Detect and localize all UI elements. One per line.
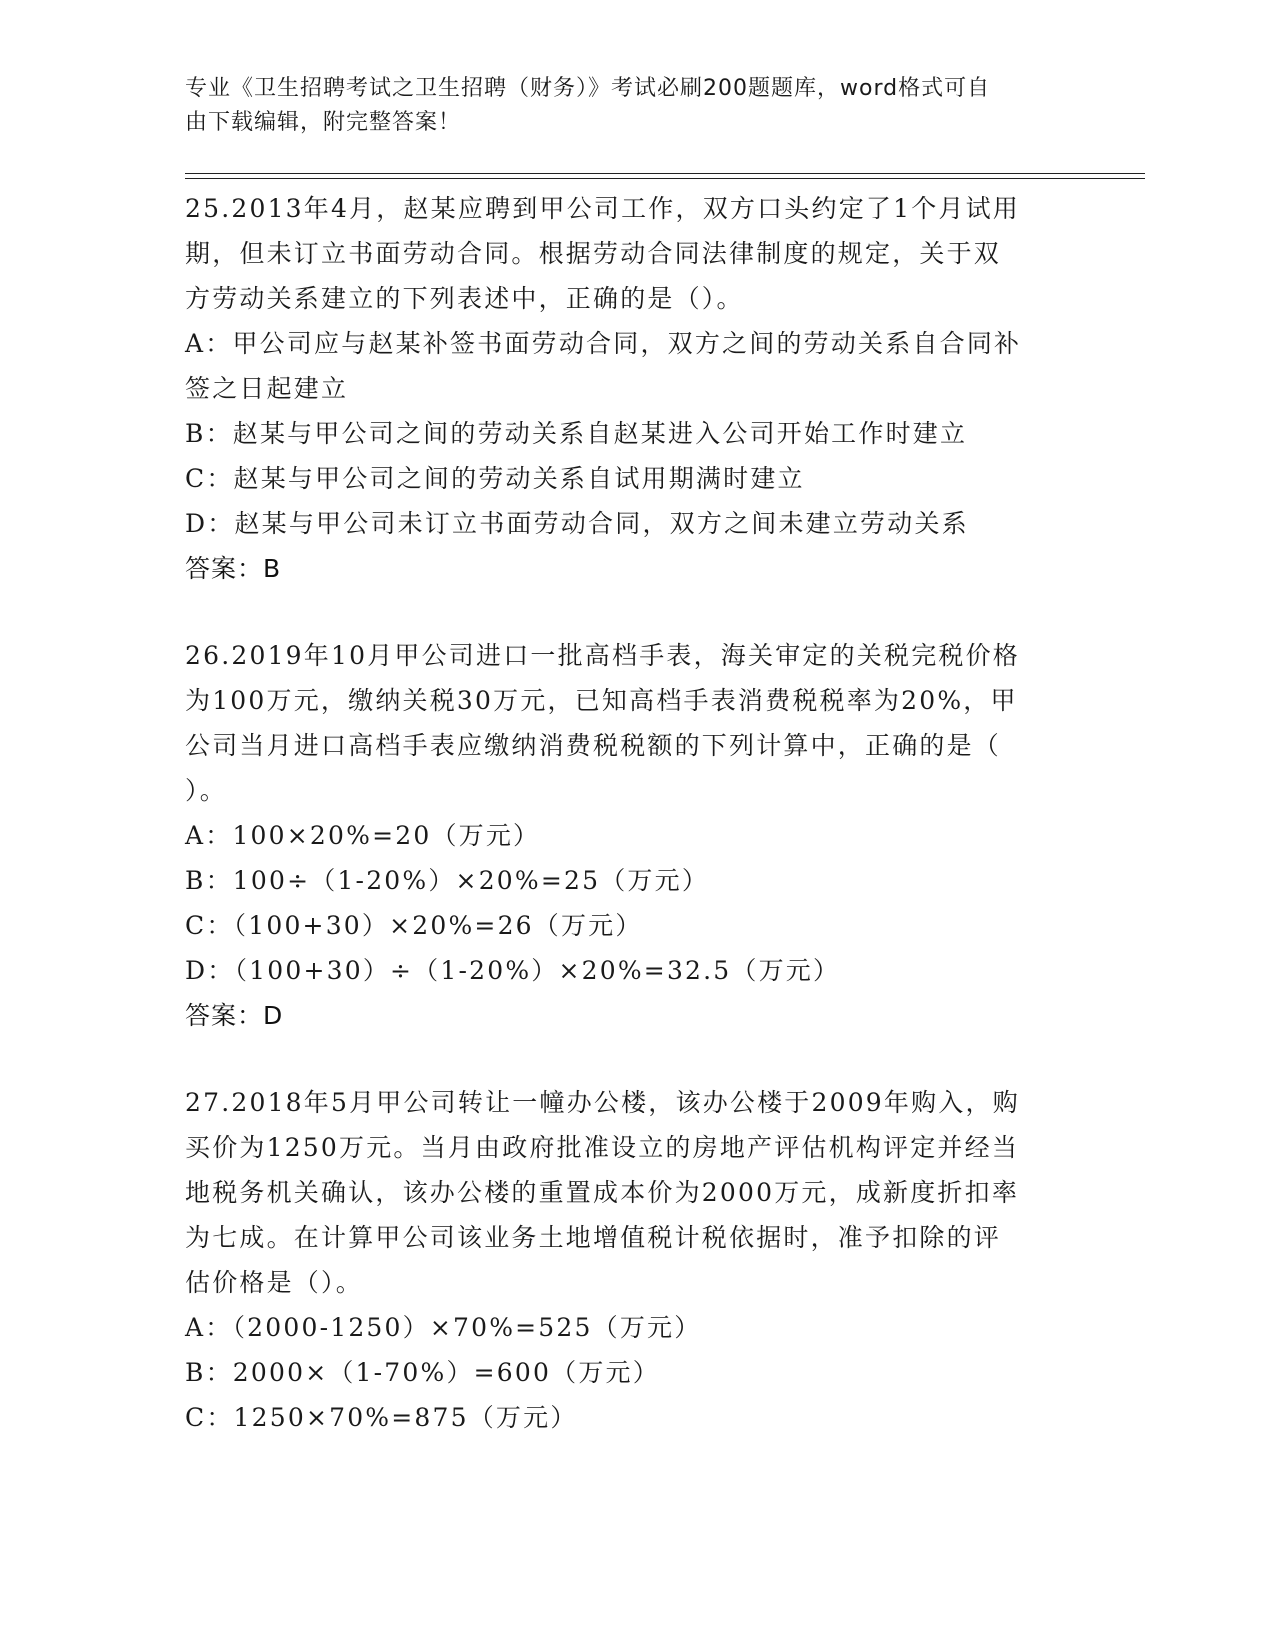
header-divider (185, 173, 1145, 179)
question-stem-line: 为100万元，缴纳关税30万元，已知高档手表消费税税率为20%，甲 (185, 686, 1018, 715)
option-b: B：2000×（1-70%）=600（万元） (185, 1358, 660, 1387)
option-b: B：100÷（1-20%）×20%=25（万元） (185, 866, 710, 895)
option-c: C：赵某与甲公司之间的劳动关系自试用期满时建立 (185, 464, 805, 493)
question-list (185, 186, 1085, 1482)
question-stem-line: 期，但未订立书面劳动合同。根据劳动合同法律制度的规定，关于双 (185, 239, 1002, 268)
question-stem-line: 估价格是（）。 (185, 1268, 363, 1297)
option-c: C：（100+30）×20%=26（万元） (185, 911, 643, 940)
answer: 答案：D (185, 1001, 284, 1030)
option-d: D：赵某与甲公司未订立书面劳动合同，双方之间未建立劳动关系 (185, 509, 969, 538)
question-26 (185, 633, 1085, 1038)
question-25 (185, 186, 1085, 591)
question-stem-line: 地税务机关确认，该办公楼的重置成本价为2000万元，成新度折扣率 (185, 1178, 1020, 1207)
question-stem-line: 公司当月进口高档手表应缴纳消费税税额的下列计算中，正确的是（ (185, 731, 1002, 760)
answer: 答案：B (185, 554, 282, 583)
question-stem-line: 25.2013年4月，赵某应聘到甲公司工作，双方口头约定了1个月试用 (185, 194, 1020, 223)
header-line-1: 专业《卫生招聘考试之卫生招聘（财务）》考试必刷200题题库，word格式可自 (185, 76, 991, 101)
option-a-continued: 签之日起建立 (185, 374, 349, 403)
question-stem-line: 买价为1250万元。当月由政府批准设立的房地产评估机构评定并经当 (185, 1133, 1020, 1162)
option-a: A：甲公司应与赵某补签书面劳动合同，双方之间的劳动关系自合同补 (185, 329, 1022, 358)
question-stem-line: 26.2019年10月甲公司进口一批高档手表，海关审定的关税完税价格 (185, 641, 1020, 670)
question-27 (185, 1080, 1085, 1440)
question-stem-line: ）。 (185, 776, 227, 805)
option-a: A：（2000-1250）×70%=525（万元） (185, 1313, 702, 1342)
option-c: C：1250×70%=875（万元） (185, 1403, 578, 1432)
option-a: A：100×20%=20（万元） (185, 821, 541, 850)
page-header (185, 72, 1065, 140)
question-stem-line: 27.2018年5月甲公司转让一幢办公楼，该办公楼于2009年购入，购 (185, 1088, 1020, 1117)
question-stem-line: 为七成。在计算甲公司该业务土地增值税计税依据时，准予扣除的评 (185, 1223, 1002, 1252)
option-b: B：赵某与甲公司之间的劳动关系自赵某进入公司开始工作时建立 (185, 419, 968, 448)
header-line-2: 由下载编辑，附完整答案！ (185, 110, 462, 135)
option-d: D：（100+30）÷（1-20%）×20%=32.5（万元） (185, 956, 841, 985)
question-stem-line: 方劳动关系建立的下列表述中，正确的是（）。 (185, 284, 744, 313)
